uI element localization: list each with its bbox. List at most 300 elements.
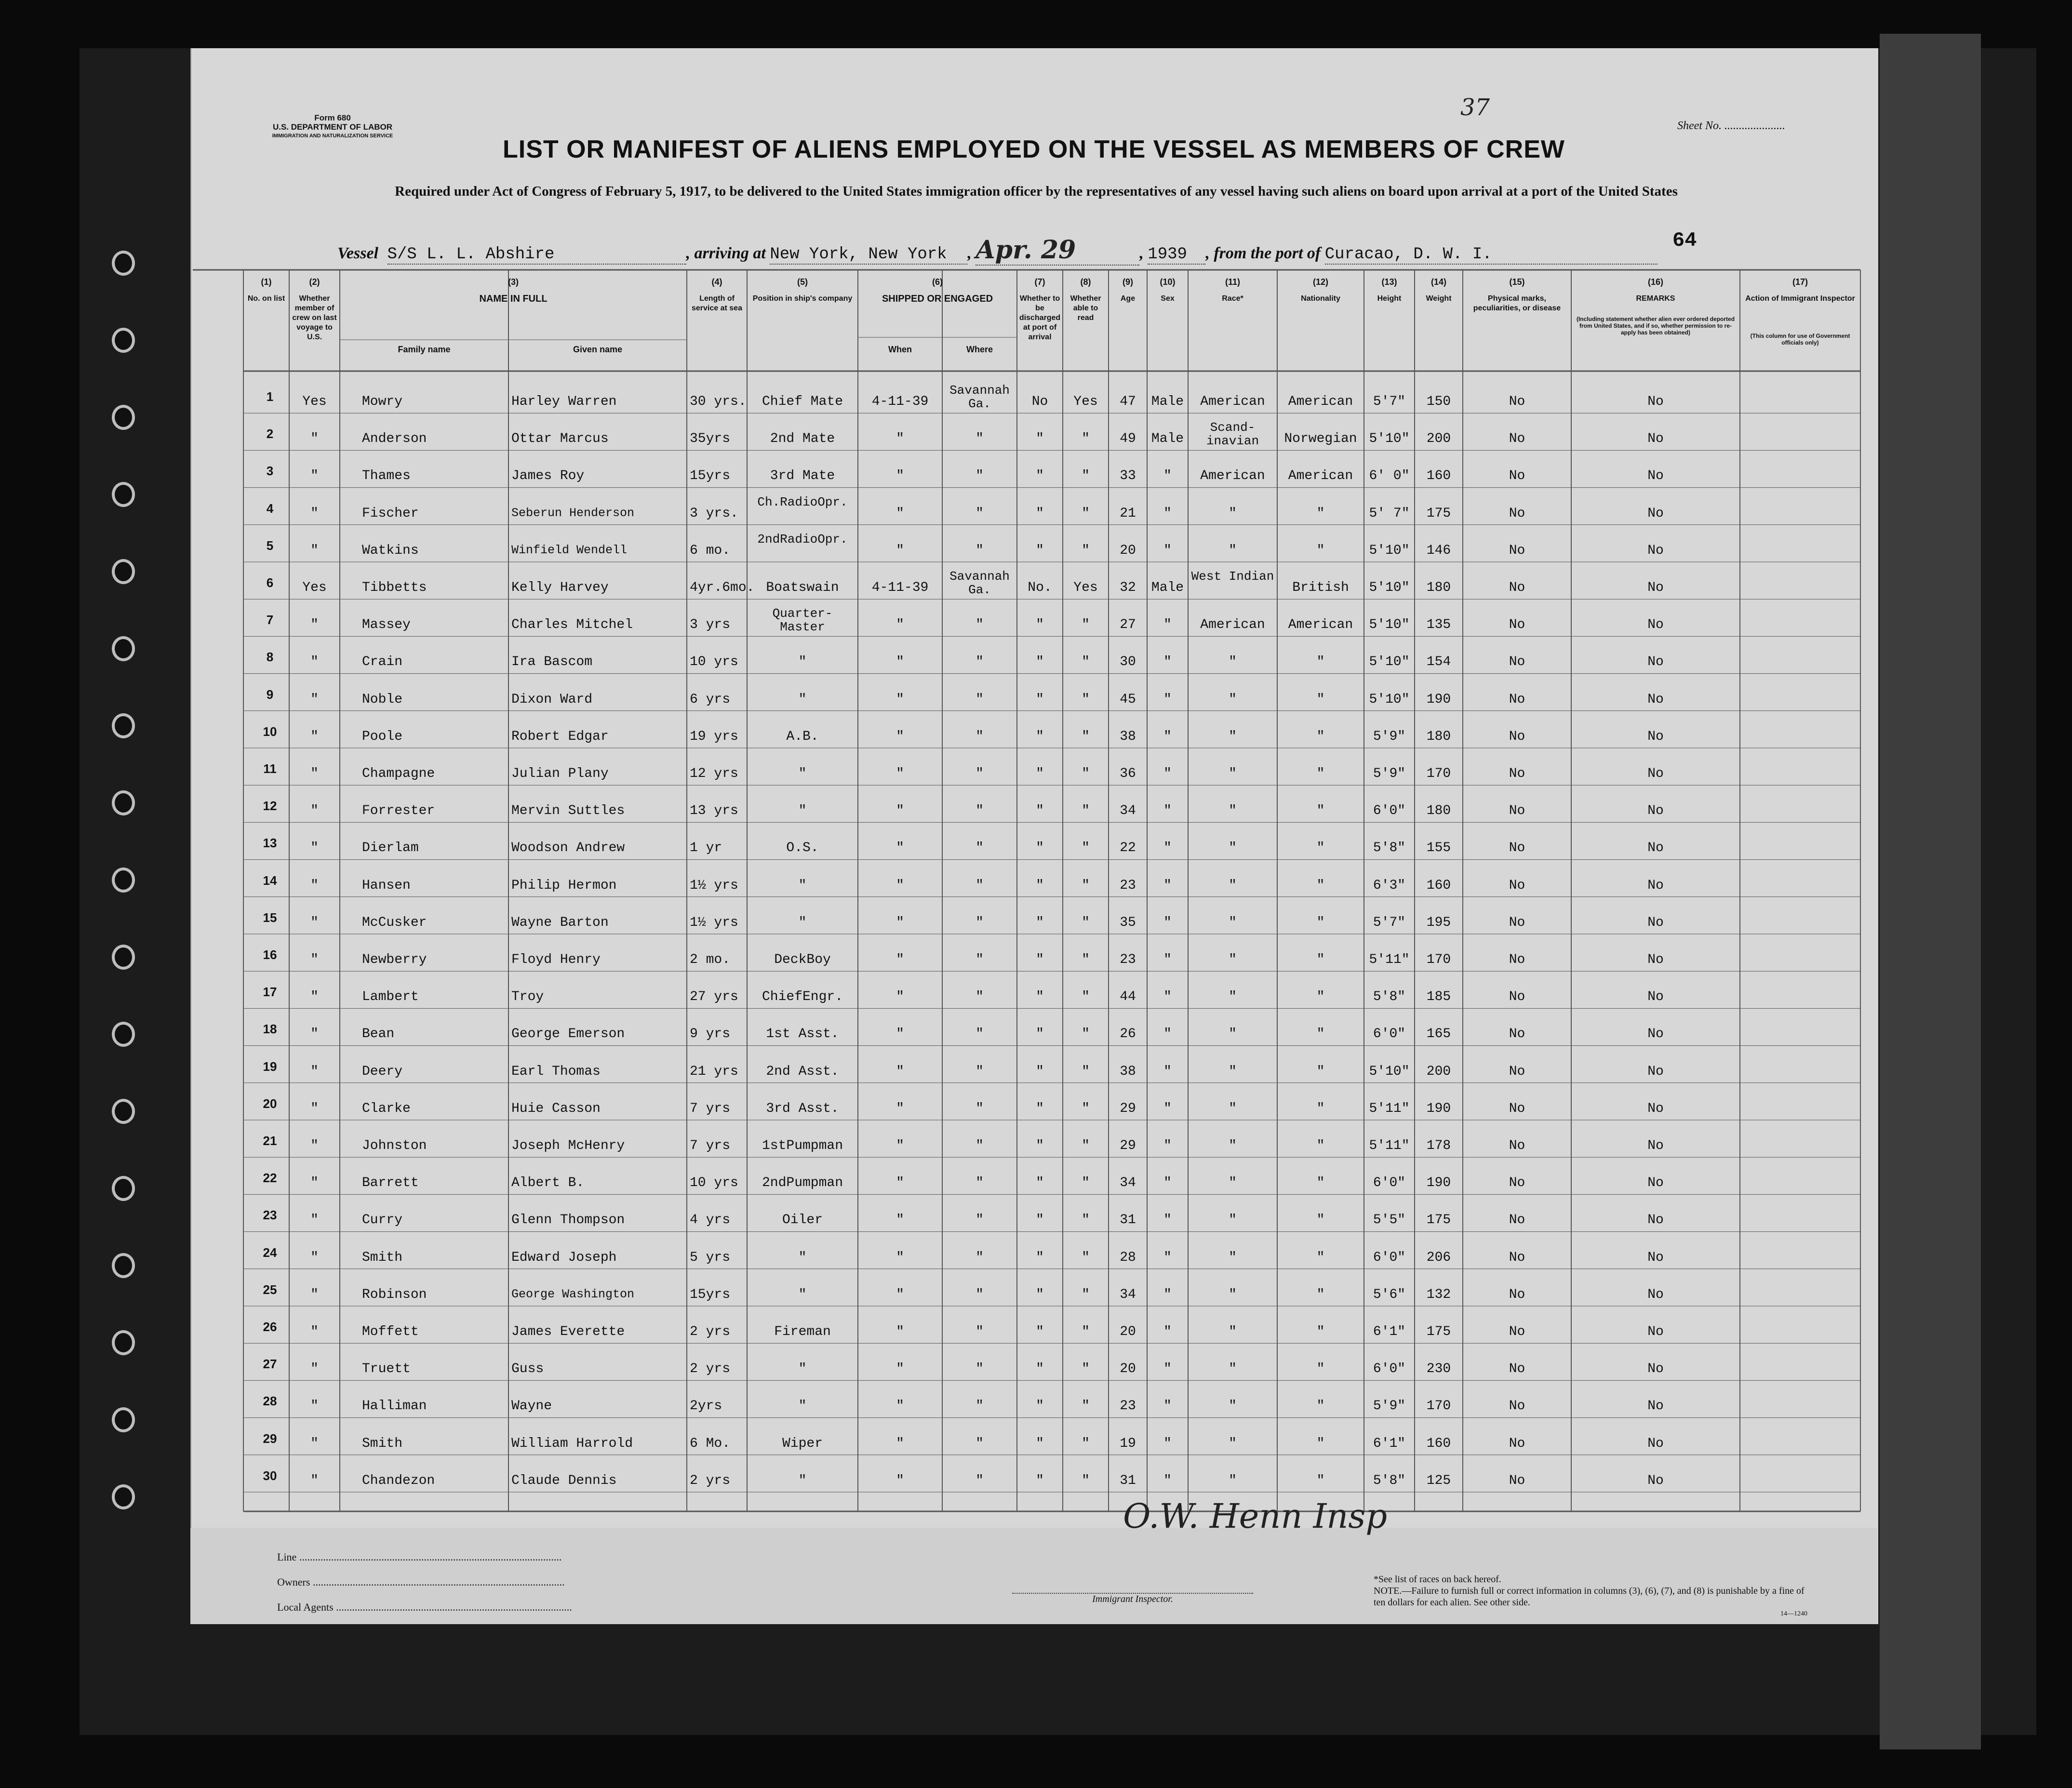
cell-when: " [896, 1138, 904, 1153]
column-number: (17) [1792, 277, 1808, 287]
cell-marks: No [1509, 468, 1525, 484]
column-number: (10) [1160, 277, 1176, 287]
cell-disch: " [1036, 1064, 1044, 1079]
cell-marks: No [1509, 803, 1525, 819]
column-header-label: SHIPPED OR ENGAGED [882, 294, 993, 304]
cell-marks: No [1509, 1213, 1525, 1228]
cell-prev: " [310, 1027, 319, 1042]
cell-height: 5'8" [1373, 989, 1406, 1005]
cell-position: A.B. [786, 729, 819, 744]
cell-sex: " [1163, 1175, 1172, 1191]
cell-read: " [1082, 878, 1090, 893]
family-name-subheader: Family name [398, 345, 451, 354]
cell-nat: " [1316, 1138, 1325, 1153]
cell-where: " [976, 1324, 984, 1339]
cell-read: " [1082, 506, 1090, 521]
column-number: (2) [309, 277, 320, 287]
cell-given: Robert Edgar [511, 729, 609, 744]
cell-where: " [976, 729, 984, 744]
cell-remarks: No [1647, 989, 1664, 1005]
cell-sex: " [1163, 803, 1172, 819]
cell-height: 5'9" [1373, 766, 1406, 781]
cell-disch: " [1036, 543, 1044, 558]
cell-disch: " [1036, 1473, 1044, 1488]
cell-given: James Roy [511, 468, 585, 484]
cell-remarks: No [1647, 952, 1664, 967]
cell-marks: No [1509, 1324, 1525, 1339]
cell-sex: Male [1151, 394, 1184, 409]
cell-nat: " [1316, 915, 1325, 930]
cell-remarks: No [1647, 1250, 1664, 1265]
cell-where: " [976, 1064, 984, 1079]
cell-service: 1½ yrs [690, 915, 738, 930]
cell-prev: " [310, 1064, 319, 1079]
cell-service: 12 yrs [690, 766, 738, 781]
cell-service: 10 yrs [690, 1175, 738, 1191]
cell-weight: 180 [1426, 729, 1451, 744]
cell-race: Scand-inavian [1206, 420, 1259, 449]
cell-read: " [1082, 617, 1090, 633]
cell-prev: " [310, 617, 319, 633]
cell-marks: No [1509, 431, 1525, 447]
cell-remarks: No [1647, 729, 1664, 744]
cell-sex: " [1163, 543, 1172, 558]
cell-weight: 180 [1426, 580, 1451, 595]
cell-family: Deery [362, 1064, 403, 1079]
cell-disch: " [1036, 692, 1044, 707]
cell-remarks: No [1647, 766, 1664, 781]
row-number: 12 [263, 799, 277, 814]
row-number: 5 [266, 538, 274, 553]
cell-when: " [896, 692, 904, 707]
cell-remarks: No [1647, 506, 1664, 521]
cell-sex: " [1163, 915, 1172, 930]
cell-prev: " [310, 952, 319, 967]
cell-height: 5'10" [1369, 431, 1410, 447]
cell-position: 3rd Mate [770, 468, 835, 484]
cell-marks: No [1509, 1175, 1525, 1191]
cell-nat: American [1288, 617, 1353, 633]
cell-remarks: No [1647, 617, 1664, 633]
cell-where: " [976, 1436, 984, 1451]
cell-prev: " [310, 431, 319, 447]
footer-notes [1374, 1574, 1807, 1620]
cell-given: Earl Thomas [511, 1064, 601, 1079]
cell-age: 31 [1120, 1473, 1136, 1488]
cell-service: 13 yrs [690, 803, 738, 819]
cell-prev: " [310, 1324, 319, 1339]
inspector-subnote: (This column for use of Government officials only) [1750, 333, 1850, 346]
cell-sex: " [1163, 952, 1172, 967]
cell-disch: " [1036, 654, 1044, 670]
row-number: 13 [263, 836, 277, 851]
row-number: 19 [263, 1059, 277, 1074]
cell-family: Forrester [362, 803, 435, 819]
cell-prev: " [310, 729, 319, 744]
cell-where: " [976, 803, 984, 819]
cell-weight: 175 [1426, 1213, 1451, 1228]
cell-read: Yes [1073, 394, 1098, 409]
cell-where: " [976, 654, 984, 670]
cell-disch: " [1036, 1138, 1044, 1153]
cell-read: " [1082, 729, 1090, 744]
cell-remarks: No [1647, 915, 1664, 930]
column-number: (5) [797, 277, 808, 287]
column-number: (4) [711, 277, 722, 287]
cell-height: 6'1" [1373, 1324, 1406, 1339]
cell-given: Harley Warren [511, 394, 617, 409]
cell-sex: " [1163, 841, 1172, 856]
cell-given: Dixon Ward [511, 692, 593, 707]
column-number: (7) [1034, 277, 1045, 287]
cell-weight: 132 [1426, 1287, 1451, 1302]
cell-given: William Harrold [511, 1436, 633, 1451]
cell-family: Fischer [362, 506, 419, 521]
cell-weight: 200 [1426, 431, 1451, 447]
cell-where: " [976, 1250, 984, 1265]
cell-where: " [976, 468, 984, 484]
cell-sex: " [1163, 1138, 1172, 1153]
cell-sex: " [1163, 766, 1172, 781]
cell-family: McCusker [362, 915, 427, 930]
cell-nat: British [1292, 580, 1349, 595]
cell-height: 5'11" [1369, 1138, 1410, 1153]
row-number: 18 [263, 1022, 277, 1037]
cell-race: " [1229, 1138, 1237, 1153]
cell-sex: " [1163, 1287, 1172, 1302]
cell-service: 1 yr [690, 841, 722, 856]
cell-age: 22 [1120, 841, 1136, 856]
cell-remarks: No [1647, 841, 1664, 856]
cell-position: " [798, 1473, 807, 1488]
row-number: 21 [263, 1134, 277, 1148]
cell-sex: " [1163, 1101, 1172, 1116]
row-number: 22 [263, 1171, 277, 1186]
cell-position: " [798, 915, 807, 930]
cell-weight: 178 [1426, 1138, 1451, 1153]
cell-age: 20 [1120, 1361, 1136, 1377]
cell-disch: " [1036, 506, 1044, 521]
row-number: 16 [263, 947, 277, 962]
row-number: 28 [263, 1394, 277, 1409]
cell-service: 30 yrs. [690, 394, 747, 409]
cell-family: Anderson [362, 431, 427, 447]
cell-nat: " [1316, 1361, 1325, 1377]
cell-remarks: No [1647, 1213, 1664, 1228]
cell-when: " [896, 431, 904, 447]
cell-weight: 165 [1426, 1027, 1451, 1042]
cell-height: 5'10" [1369, 617, 1410, 633]
cell-age: 23 [1120, 1399, 1136, 1414]
cell-read: " [1082, 952, 1090, 967]
arrival-port: New York, New York [770, 245, 967, 265]
cell-age: 47 [1120, 394, 1136, 409]
cell-sex: " [1163, 1027, 1172, 1042]
cell-family: Clarke [362, 1101, 411, 1116]
cell-read: " [1082, 841, 1090, 856]
cell-nat: " [1316, 1101, 1325, 1116]
cell-read: " [1082, 431, 1090, 447]
from-port: Curacao, D. W. I. [1325, 245, 1658, 265]
cell-read: " [1082, 1324, 1090, 1339]
cell-height: 5'8" [1373, 841, 1406, 856]
cell-weight: 125 [1426, 1473, 1451, 1488]
cell-weight: 206 [1426, 1250, 1451, 1265]
cell-height: 5'10" [1369, 543, 1410, 558]
cell-where: " [976, 1138, 984, 1153]
cell-race: " [1229, 692, 1237, 707]
cell-disch: " [1036, 915, 1044, 930]
cell-marks: No [1509, 1473, 1525, 1488]
cell-remarks: No [1647, 1473, 1664, 1488]
row-number: 23 [263, 1208, 277, 1223]
cell-family: Mowry [362, 394, 403, 409]
cell-height: 6'0" [1373, 1361, 1406, 1377]
cell-race: " [1229, 1399, 1237, 1414]
cell-where: " [976, 1361, 984, 1377]
cell-service: 4yr.6mo. [690, 580, 755, 595]
cell-marks: No [1509, 617, 1525, 633]
where-subheader: Where [966, 345, 993, 354]
cell-read: " [1082, 1027, 1090, 1042]
cell-weight: 175 [1426, 1324, 1451, 1339]
cell-service: 9 yrs [690, 1027, 731, 1042]
cell-remarks: No [1647, 878, 1664, 893]
cell-disch: " [1036, 841, 1044, 856]
cell-family: Smith [362, 1250, 403, 1265]
column-header-label: Whether able to read [1070, 294, 1101, 322]
cell-service: 5 yrs [690, 1250, 731, 1265]
cell-marks: No [1509, 1064, 1525, 1079]
from-label: from the port of [1214, 244, 1321, 262]
remarks-subnote: (Including statement whether alien ever ordered deported from United States, and if so, whether permission to re-apply has been obtained) [1576, 316, 1735, 336]
cell-read: " [1082, 1175, 1090, 1191]
cell-when: " [896, 841, 904, 856]
corner-number: 64 [1672, 229, 1697, 252]
cell-remarks: No [1647, 580, 1664, 595]
cell-weight: 175 [1426, 506, 1451, 521]
cell-position: 3rd Asst. [766, 1101, 839, 1116]
cell-prev: " [310, 468, 319, 484]
cell-height: 6'0" [1373, 1250, 1406, 1265]
department: U.S. DEPARTMENT OF LABOR [272, 122, 393, 132]
cell-position: Chief Mate [762, 394, 843, 409]
column-number: (9) [1123, 277, 1133, 287]
footer-line-label: Line ................................................................................................... [277, 1551, 562, 1563]
cell-when: " [896, 1064, 904, 1079]
cell-where: " [976, 692, 984, 707]
cell-when: " [896, 1361, 904, 1377]
cell-when: " [896, 1101, 904, 1116]
cell-age: 29 [1120, 1101, 1136, 1116]
cell-age: 35 [1120, 915, 1136, 930]
cell-remarks: No [1647, 1101, 1664, 1116]
cell-disch: " [1036, 1436, 1044, 1451]
cell-family: Poole [362, 729, 403, 744]
cell-family: Bean [362, 1027, 395, 1042]
service: IMMIGRATION AND NATURALIZATION SERVICE [272, 133, 393, 139]
cell-given: George Washington [511, 1287, 635, 1301]
cell-remarks: No [1647, 1138, 1664, 1153]
cell-given: Edward Joseph [511, 1250, 617, 1265]
cell-age: 23 [1120, 952, 1136, 967]
cell-sex: Male [1151, 580, 1184, 595]
cell-height: 6'0" [1373, 1175, 1406, 1191]
cell-read: " [1082, 1436, 1090, 1451]
column-number: (1) [261, 277, 272, 287]
cell-when: " [896, 654, 904, 670]
cell-weight: 154 [1426, 654, 1451, 670]
cell-nat: " [1316, 1250, 1325, 1265]
cell-age: 26 [1120, 1027, 1136, 1042]
cell-marks: No [1509, 841, 1525, 856]
cell-read: " [1082, 543, 1090, 558]
form-number: Form 680 [314, 113, 351, 122]
cell-given: James Everette [511, 1324, 625, 1339]
cell-when: " [896, 1473, 904, 1488]
cell-service: 10 yrs [690, 654, 738, 670]
cell-race: American [1200, 394, 1265, 409]
cell-race: " [1229, 803, 1237, 819]
cell-given: Joseph McHenry [511, 1138, 625, 1153]
cell-position: " [798, 654, 807, 670]
cell-prev: " [310, 878, 319, 893]
cell-marks: No [1509, 1027, 1525, 1042]
cell-service: 6 yrs [690, 692, 731, 707]
cell-family: Massey [362, 617, 411, 633]
cell-marks: No [1509, 766, 1525, 781]
cell-when: " [896, 1436, 904, 1451]
cell-when: " [896, 729, 904, 744]
cell-marks: No [1509, 729, 1525, 744]
cell-age: 49 [1120, 431, 1136, 447]
cell-prev: " [310, 989, 319, 1005]
cell-age: 29 [1120, 1138, 1136, 1153]
cell-nat: " [1316, 1175, 1325, 1191]
cell-age: 36 [1120, 766, 1136, 781]
cell-weight: 200 [1426, 1064, 1451, 1079]
cell-sex: " [1163, 617, 1172, 633]
footer-owners-label: Owners ............................................................................................... [277, 1576, 565, 1588]
cell-prev: " [310, 1361, 319, 1377]
cell-family: Noble [362, 692, 403, 707]
column-header-label: Whether to be discharged at port of arrival [1019, 294, 1061, 341]
cell-disch: " [1036, 1213, 1044, 1228]
column-header-label: Age [1120, 294, 1136, 303]
row-number: 6 [266, 575, 274, 590]
cell-nat: " [1316, 878, 1325, 893]
cell-race: " [1229, 1064, 1237, 1079]
cell-remarks: No [1647, 1287, 1664, 1302]
cell-sex: " [1163, 1436, 1172, 1451]
cell-height: 6'0" [1373, 1027, 1406, 1042]
cell-where: " [976, 915, 984, 930]
cell-marks: No [1509, 1399, 1525, 1414]
cell-position: " [798, 803, 807, 819]
cell-height: 5'9" [1373, 1399, 1406, 1414]
cell-where: " [976, 1027, 984, 1042]
column-header-label: Position in ship's company [752, 294, 853, 303]
cell-remarks: No [1647, 654, 1664, 670]
cell-prev: Yes [302, 580, 327, 595]
cell-when: " [896, 1175, 904, 1191]
row-number: 10 [263, 724, 277, 739]
cell-nat: American [1288, 394, 1353, 409]
cell-weight: 160 [1426, 468, 1451, 484]
cell-position: Quarter-Master [772, 606, 833, 635]
cell-when: 4-11-39 [871, 580, 929, 595]
cell-marks: No [1509, 915, 1525, 930]
cell-position: 2nd Mate [770, 431, 835, 447]
cell-race: " [1229, 506, 1237, 521]
cell-nat: American [1288, 468, 1353, 484]
vessel-label: Vessel [337, 244, 378, 262]
column-header-label: Weight [1426, 294, 1452, 303]
cell-when: " [896, 1213, 904, 1228]
cell-family: Crain [362, 654, 403, 670]
cell-nat: " [1316, 1473, 1325, 1488]
column-number: (12) [1312, 277, 1328, 287]
cell-marks: No [1509, 1250, 1525, 1265]
column-header-label: Length of service at sea [692, 294, 742, 312]
cell-service: 2 mo. [690, 952, 731, 967]
cell-height: 5'6" [1373, 1287, 1406, 1302]
column-number: (6) [932, 277, 943, 287]
cell-race: " [1229, 1287, 1237, 1302]
cell-remarks: No [1647, 1399, 1664, 1414]
cell-where: " [976, 1101, 984, 1116]
cell-weight: 155 [1426, 841, 1451, 856]
inspector-signature: O.W. Henn Insp [1123, 1496, 1388, 1536]
cell-read: " [1082, 1473, 1090, 1488]
cell-marks: No [1509, 1138, 1525, 1153]
cell-race: " [1229, 766, 1237, 781]
cell-sex: " [1163, 1361, 1172, 1377]
cell-disch: " [1036, 1101, 1044, 1116]
cell-service: 1½ yrs [690, 878, 738, 893]
cell-nat: " [1316, 692, 1325, 707]
cell-read: " [1082, 1361, 1090, 1377]
cell-race: " [1229, 915, 1237, 930]
cell-remarks: No [1647, 1064, 1664, 1079]
cell-read: " [1082, 1138, 1090, 1153]
cell-when: " [896, 989, 904, 1005]
cell-service: 2 yrs [690, 1361, 731, 1377]
cell-age: 20 [1120, 543, 1136, 558]
column-number: (3) [508, 277, 519, 287]
cell-weight: 146 [1426, 543, 1451, 558]
cell-family: Dierlam [362, 841, 419, 856]
cell-where: Savannah Ga. [949, 569, 1010, 597]
cell-given: Woodson Andrew [511, 841, 625, 856]
immigrant-inspector-line: Immigrant Inspector. [1012, 1593, 1253, 1605]
cell-given: Mervin Suttles [511, 803, 625, 819]
cell-age: 45 [1120, 692, 1136, 707]
cell-race: American [1200, 617, 1265, 633]
cell-when: " [896, 1027, 904, 1042]
cell-family: Thames [362, 468, 411, 484]
column-number: (13) [1381, 277, 1397, 287]
cell-read: " [1082, 468, 1090, 484]
cell-service: 3 yrs. [690, 506, 738, 521]
cell-where: " [976, 1399, 984, 1414]
cell-height: 5'10" [1369, 692, 1410, 707]
cell-family: Tibbetts [362, 580, 427, 595]
cell-height: 5'5" [1373, 1213, 1406, 1228]
cell-age: 19 [1120, 1436, 1136, 1451]
cell-prev: " [310, 1250, 319, 1265]
cell-disch: " [1036, 766, 1044, 781]
